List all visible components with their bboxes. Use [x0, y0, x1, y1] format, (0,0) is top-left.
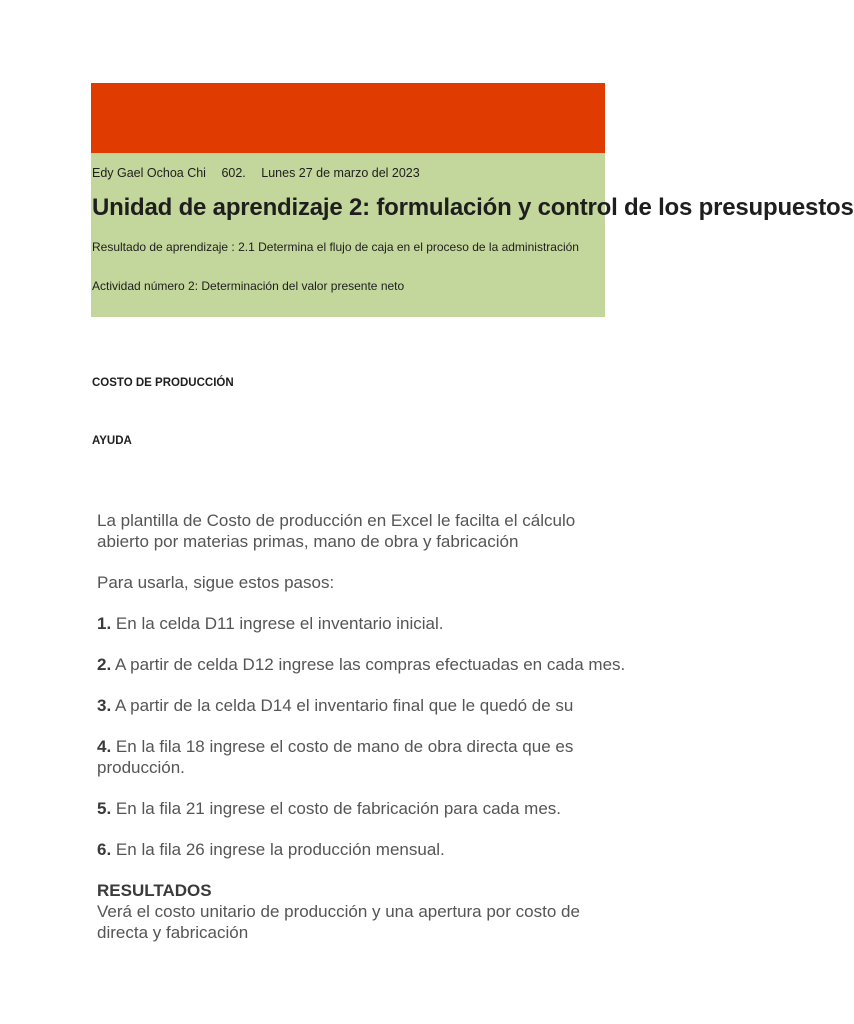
student-group: 602.: [221, 166, 246, 180]
help-usage: Para usarla, sigue estos pasos:: [97, 573, 335, 592]
results-heading: RESULTADOS: [97, 881, 212, 900]
learning-result: Resultado de aprendizaje : 2.1 Determina el flujo de caja en el proceso de la administración: [92, 240, 579, 254]
help-intro-line2: abierto por materias primas, mano de obra y fabricación: [97, 532, 519, 551]
help-step: 4. En la fila 18 ingrese el costo de mano de obra directa que es producción.: [97, 737, 574, 777]
help-step: 3. A partir de la celda D14 el inventario final que le quedó de su: [97, 696, 574, 715]
header-red-band: [91, 83, 605, 153]
student-info-line: [92, 166, 432, 180]
student-name: Edy Gael Ochoa Chi: [92, 166, 206, 180]
help-results: [97, 880, 637, 943]
help-intro: [97, 510, 637, 552]
help-step: 2. A partir de celda D12 ingrese las compras efectuadas en cada mes.: [97, 655, 626, 674]
page-title: Unidad de aprendizaje 2: formulación y control de los presupuestos: [92, 194, 854, 221]
activity-label: Actividad número 2: Determinación del valor presente neto: [92, 279, 405, 293]
help-intro-line1: La plantilla de Costo de producción en Excel le facilta el cálculo: [97, 511, 576, 530]
results-line2: directa y fabricación: [97, 923, 249, 942]
help-step: 6. En la fila 26 ingrese la producción mensual.: [97, 840, 445, 859]
help-step: 1. En la celda D11 ingrese el inventario inicial.: [97, 614, 444, 633]
spreadsheet-page: [91, 83, 854, 943]
header-green-band: [91, 153, 854, 317]
help-text-block: [97, 510, 637, 943]
section-ayuda: AYUDA: [92, 435, 132, 447]
activity-date: Lunes 27 de marzo del 2023: [261, 166, 420, 180]
results-line1: Verá el costo unitario de producción y una apertura por costo de: [97, 902, 580, 921]
help-step: 5. En la fila 21 ingrese el costo de fabricación para cada mes.: [97, 799, 562, 818]
section-costo-produccion: COSTO DE PRODUCCIÓN: [92, 377, 234, 389]
